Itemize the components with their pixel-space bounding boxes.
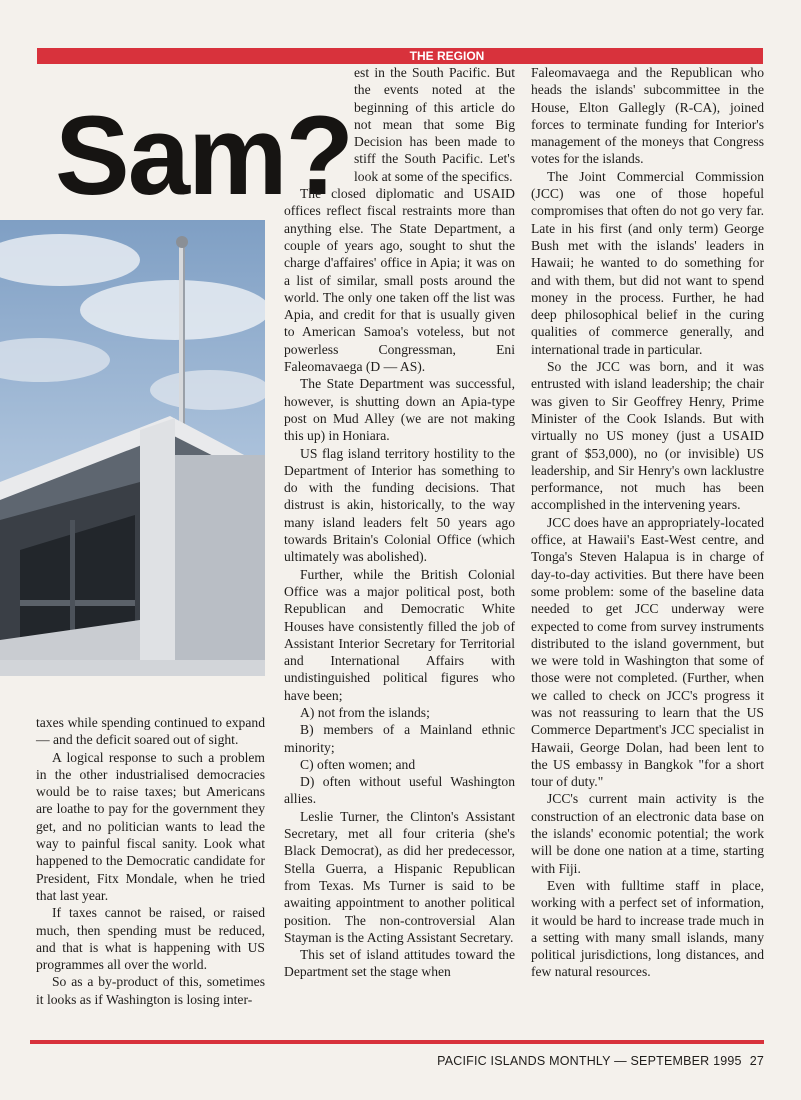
footer-rule xyxy=(30,1040,764,1044)
paragraph: The closed diplomatic and USAID offices reflect fiscal restraints more than anything else. The State Department, a couple of years ago, sought to shut the charge d'affaires' office in Apia; it was on a list of similar, small posts around the world. The only one taken off the list was Apia, and credit for that is usually given to American Samoa's voteless, but not powerless Congressman, Eni Faleomavaega (D — AS). xyxy=(284,186,515,375)
paragraph: If taxes cannot be raised, or raised much, then spending must be reduced, and that is what is happening with US programmes all over the world. xyxy=(36,905,265,973)
headline: Sam? xyxy=(55,93,352,218)
section-label: THE REGION xyxy=(409,49,485,63)
paragraph: Even with fulltime staff in place, working with a perfect set of information, it would be hard to increase trade much in a setting with many small islands, many political jurisdictions, long distances, and few natural resources. xyxy=(531,877,764,980)
list-item: C) often women; and xyxy=(300,756,416,772)
article-column-3 xyxy=(531,64,764,981)
paragraph: taxes while spending continued to expand — and the deficit soared out of sight. xyxy=(36,715,265,748)
paragraph: The State Department was successful, however, is shutting down an Apia-type post on Mud Alley (we are not making this up) in Honiara. xyxy=(284,376,515,444)
paragraph: This set of island attitudes toward the Department set the stage when xyxy=(284,947,515,980)
paragraph: est in the South Pacific. But the events noted at the beginning of this article do not mean that some Big Decision has been made to stiff the South Pacific. Let's look at some of the specifics. xyxy=(354,65,515,184)
section-header-bar xyxy=(37,48,763,64)
page-footer xyxy=(437,1054,764,1068)
paragraph: JCC's current main activity is the construction of an electronic data base on the islands' economic potential; the work will be done one nation at a time, starting with Fiji. xyxy=(531,791,764,876)
paragraph: A logical response to such a problem in the other industrialised democracies would be to raise taxes; but Americans are loathe to pay for the government they get, and no politician wants to lead the way to painful fiscal sanity. Look what happened to the Democratic candidate for President, Fitx Mondale, when he tried that last year. xyxy=(36,749,265,903)
paragraph: Leslie Turner, the Clinton's Assistant Secretary, met all four criteria (she's Black Democrat), as did her predecessor, Stella Guerra, a Hispanic Republican from Texas. Ms Turner is said to be awaiting appointment to another political position. The non-controversial Alan Stayman is the Acting Assistant Secretary. xyxy=(284,808,515,945)
publication-line: PACIFIC ISLANDS MONTHLY — SEPTEMBER 1995 xyxy=(437,1054,742,1068)
list-item: B) members of a Mainland ethnic minority; xyxy=(284,722,515,755)
paragraph: Faleomavaega and the Republican who heads the islands' subcommittee in the House, Elton Gallegly (R-CA), joined forces to terminate funding for Interior's management of the moneys that Congress votes for the islands. xyxy=(531,65,764,167)
list-item: A) not from the islands; xyxy=(300,704,430,720)
paragraph: So the JCC was born, and it was entrusted with island leadership; the chair was given to Sir Geoffrey Henry, Prime Minister of the Cook Islands. But with virtually no US money (just a USAID grant of $53,000), no (or invisible) US leadership, and Sir Henry's own lacklustre performance, not much has been accomplished in the intervening years. xyxy=(531,359,764,513)
paragraph: JCC does have an appropriately-located office, at Hawaii's East-West centre, and Tonga's Steven Halapua is in charge of day-to-day activities. But there have been some problem: some of the baseline data needed to get JCC underway were expected to come from survey instruments distributed to the island government, but we were told in Washington that some of those were not completed. (Further, when we called to check on JCC's progress it was not reassuring to learn that the US Commerce Department's JCC specialist in Hawaii, George Dolan, had been lent to the US embassy in Bangkok "for a short tour of duty." xyxy=(531,514,764,790)
paragraph: The Joint Commercial Commission (JCC) was one of those hopeful compromises that often do not go very far. Late in his first (and only term) George Bush met with the islands' leaders in Hawaii; he wanted to do something for and with them, but did not want to spend money in the process. Further, he had deep philosophical belief in the curing qualities of commerce generally, and international trade in particular. xyxy=(531,168,764,357)
list-item: D) often without useful Washington allies. xyxy=(284,774,515,807)
paragraph: So as a by-product of this, sometimes it looks as if Washington is losing inter- xyxy=(36,974,265,1007)
building-flagpole-photo xyxy=(0,220,265,676)
paragraph: Further, while the British Colonial Office was a major political post, both Republican and Democratic White Houses have consistently filled the job of Assistant Interior Secretary for Territorial and International Affairs with undistinguished political figures who have been; xyxy=(284,566,515,703)
article-column-1 xyxy=(36,714,265,1008)
article-column-2 xyxy=(284,64,515,981)
paragraph: US flag island territory hostility to the Department of Interior has something to do with the funding decisions. That distrust is akin, historically, to the way many island leaders felt 50 years ago towards Britain's Colonial Office (which ultimately was abolished). xyxy=(284,445,515,565)
page-number: 27 xyxy=(749,1054,764,1068)
